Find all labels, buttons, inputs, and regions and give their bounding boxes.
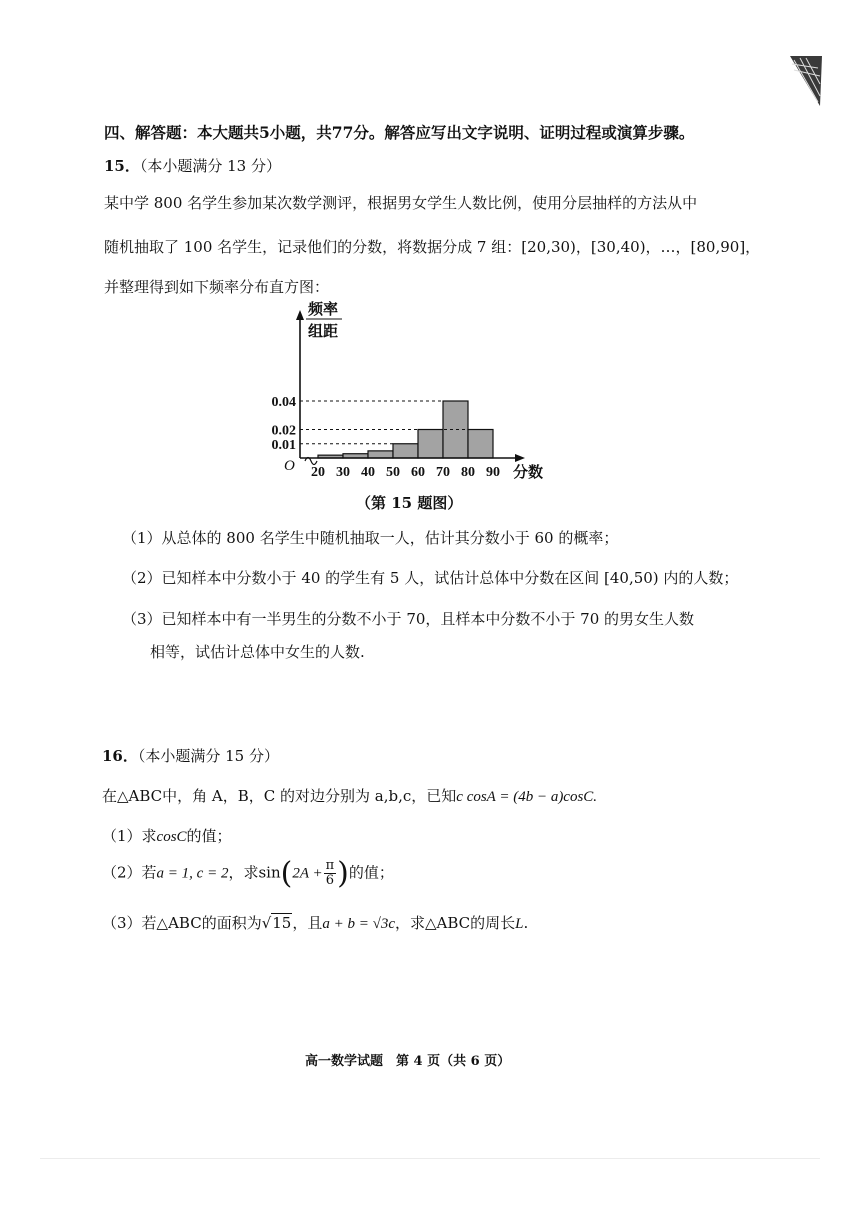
histogram-bar bbox=[393, 444, 418, 458]
y-axis-label-bottom: 组距 bbox=[308, 324, 339, 340]
q15-number: 15． bbox=[104, 157, 140, 175]
q16-heading bbox=[102, 745, 279, 766]
q16-part-2-mid: ，求 bbox=[228, 863, 259, 882]
q16-number: 16． bbox=[102, 747, 138, 765]
q16-part-1 bbox=[102, 825, 232, 846]
y-axis-label-top: 频率 bbox=[308, 302, 339, 318]
q15-part-3-line-1: （3）已知样本中有一半男生的分数不小于 70，且样本中分数不小于 70 的男女生人数 bbox=[122, 610, 695, 628]
section-header: 四、解答题：本大题共5小题，共77分。解答应写出文字说明、证明过程或演算步骤。 bbox=[104, 123, 695, 142]
q16-part-3-end: . bbox=[523, 914, 529, 932]
frequency-histogram bbox=[262, 298, 562, 488]
q16-part-3-mid: ，且 bbox=[292, 914, 323, 932]
paren-close: ) bbox=[337, 856, 349, 891]
q15-text-2: 随机抽取了 100 名学生，记录他们的分数，将数据分成 7 组：[20,30)，[30,40)，…，[80,90]， bbox=[104, 238, 761, 256]
q16-stem-text: 在△ABC中，角 A，B，C 的对边分别为 a,b,c，已知 bbox=[102, 787, 457, 805]
x-tick-label: 60 bbox=[411, 465, 425, 480]
x-tick-label: 40 bbox=[361, 465, 375, 480]
fraction-numerator: π bbox=[325, 858, 335, 873]
x-tick-label: 90 bbox=[486, 465, 500, 480]
histogram-bar bbox=[368, 451, 393, 458]
q16-part-2-suffix: 的值； bbox=[348, 863, 394, 882]
x-tick-label: 20 bbox=[311, 465, 325, 480]
q16-part-3-math: a + b = √3c bbox=[322, 916, 396, 932]
q16-points: （本小题满分 15 分） bbox=[137, 747, 279, 765]
page-footer: 高一数学试题 第 4 页（共 6 页） bbox=[305, 1054, 511, 1069]
pi-over-6-fraction bbox=[324, 859, 337, 888]
q16-stem bbox=[102, 785, 597, 806]
q16-part-2-prefix: （2）若 bbox=[102, 863, 157, 882]
corner-scan-mark bbox=[790, 56, 822, 108]
q15-heading bbox=[104, 155, 281, 176]
sqrt-radicand: 15 bbox=[272, 914, 292, 932]
q16-part-3 bbox=[102, 912, 528, 933]
q16-part-1-math: cosC bbox=[156, 829, 187, 845]
q16-part-1-prefix: （1）求 bbox=[102, 827, 157, 845]
perimeter-symbol: L bbox=[515, 916, 524, 932]
q16-part-3-prefix: （3）若△ABC的面积为 bbox=[102, 914, 262, 932]
q16-part-3-mid-2: ，求△ABC的周长 bbox=[395, 914, 516, 932]
q16-part-1-suffix: 的值； bbox=[186, 827, 232, 845]
figure-caption: （第 15 题图） bbox=[356, 494, 463, 512]
q16-part-2-func: sin bbox=[258, 863, 281, 882]
q16-part-2-math: a = 1, c = 2 bbox=[156, 865, 229, 882]
q15-text-3: 并整理得到如下频率分布直方图： bbox=[104, 278, 330, 296]
scan-bottom-rule bbox=[40, 1158, 820, 1159]
sqrt-symbol: √ bbox=[261, 914, 272, 932]
y-axis-arrow bbox=[296, 310, 304, 320]
y-tick-label: 0.04 bbox=[271, 395, 296, 410]
origin-label: O bbox=[284, 458, 295, 474]
x-tick-label: 50 bbox=[386, 465, 400, 480]
x-tick-label: 70 bbox=[436, 465, 450, 480]
q16-part-2-inner: 2A + bbox=[292, 865, 323, 882]
x-axis-label: 分数 bbox=[513, 465, 544, 481]
q16-stem-equation: c cosA = (4b − a)cosC. bbox=[456, 789, 598, 805]
paren-open: ( bbox=[280, 856, 293, 891]
q15-points: （本小题满分 13 分） bbox=[139, 157, 281, 175]
q15-text-1: 某中学 800 名学生参加某次数学测评，根据男女学生人数比例，使用分层抽样的方法从中 bbox=[104, 194, 698, 212]
q15-part-2: （2）已知样本中分数小于 40 的学生有 5 人，试估计总体中分数在区间 [40,50) 内的人数； bbox=[122, 569, 739, 587]
q15-part-3-line-2: 相等，试估计总体中女生的人数. bbox=[150, 643, 365, 661]
histogram-bar bbox=[468, 430, 493, 459]
x-axis-arrow bbox=[515, 454, 525, 462]
q16-part-2 bbox=[102, 856, 394, 891]
x-tick-label: 80 bbox=[461, 465, 475, 480]
y-tick-label: 0.01 bbox=[271, 437, 296, 453]
q15-part-1: （1）从总体的 800 名学生中随机抽取一人，估计其分数小于 60 的概率； bbox=[122, 529, 619, 547]
y-tick-label: 0.02 bbox=[271, 423, 296, 439]
x-tick-label: 30 bbox=[336, 465, 350, 480]
fraction-denominator: 6 bbox=[325, 873, 335, 888]
histogram-bar bbox=[418, 430, 443, 459]
